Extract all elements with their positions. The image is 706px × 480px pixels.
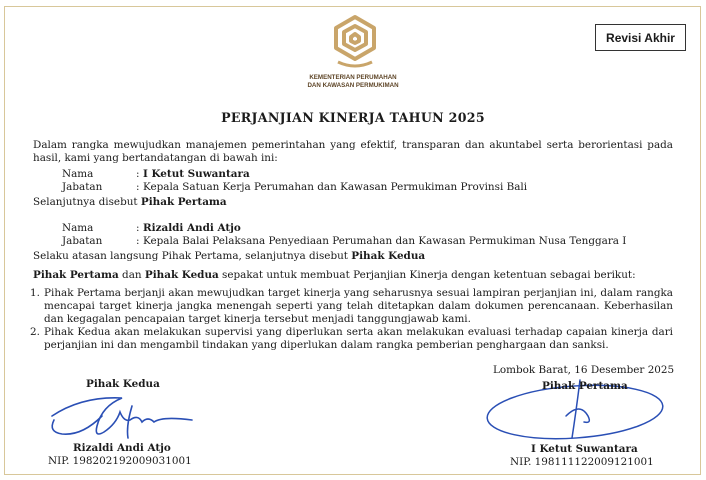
organization-name: KEMENTERIAN PERUMAHAN DAN KAWASAN PERMUKIMAN — [307, 74, 399, 89]
party2-name: Rizaldi Andi Atjo — [143, 222, 241, 234]
clause-1-number: 1. — [30, 287, 40, 299]
party2-name-colon: : — [136, 222, 140, 234]
party1-position-colon: : — [136, 181, 140, 193]
right-signer-role: Pihak Pertama — [542, 380, 628, 392]
intro-paragraph: Dalam rangka mewujudkan manajemen pemerintahan yang efektif, transparan dan akuntabel serta berorientasi pada hasil, kami yang bertandatangan di bawah ini: — [33, 139, 673, 164]
party1-name: I Ketut Suwantara — [143, 168, 250, 180]
left-signer-role: Pihak Kedua — [86, 378, 160, 390]
clause-2-number: 2. — [30, 326, 40, 338]
agreement-statement: Pihak Pertama dan Pihak Kedua sepakat untuk membuat Perjanjian Kinerja dengan ketentuan sebagai berikut: — [33, 269, 636, 281]
left-signature-icon — [42, 386, 202, 448]
party1-position-label: Jabatan — [62, 181, 103, 193]
right-signer-nip: NIP. 198111122009121001 — [510, 456, 654, 468]
revision-badge: Revisi Akhir — [595, 24, 686, 51]
party1-name-colon: : — [136, 168, 140, 180]
party1-designation: Selanjutnya disebut Pihak Pertama — [33, 196, 227, 208]
clause-2-text: Pihak Kedua akan melakukan supervisi yang diperlukan serta akan melakukan evaluasi terhadap capaian kinerja dari perjanjian ini dan mengambil tindakan yang diperlukan dalam rangka pemberian penghargaan dan sanksi. — [44, 326, 673, 351]
left-signer-name: Rizaldi Andi Atjo — [73, 442, 171, 454]
place-date: Lombok Barat, 16 Desember 2025 — [493, 364, 675, 376]
party2-name-label: Nama — [62, 222, 94, 234]
clause-1-text: Pihak Pertama berjanji akan mewujudkan target kinerja yang seharusnya sesuai lampiran perjanjian ini, dalam rangka mencapai target kinerja jangka menengah seperti yang telah ditetapkan dalam dokumen perencanaan. Keberhasilan dan kegagalan pencapaian target kinerja tersebut menjadi tanggungjawab kami. — [44, 287, 673, 325]
party2-position-colon: : — [136, 235, 140, 247]
right-signer-name: I Ketut Suwantara — [531, 443, 638, 455]
left-signer-nip: NIP. 198202192009031001 — [48, 455, 192, 467]
party1-position: Kepala Satuan Kerja Perumahan dan Kawasan Permukiman Provinsi Bali — [143, 181, 528, 193]
party2-designation: Selaku atasan langsung Pihak Pertama, selanjutnya disebut Pihak Kedua — [33, 250, 426, 262]
ministry-logo-icon — [330, 14, 380, 70]
party2-position-label: Jabatan — [62, 235, 103, 247]
party2-position: Kepala Balai Pelaksana Penyediaan Perumahan dan Kawasan Permukiman Nusa Tenggara I — [143, 235, 627, 247]
party1-name-label: Nama — [62, 168, 94, 180]
document-title: PERJANJIAN KINERJA TAHUN 2025 — [221, 110, 485, 125]
